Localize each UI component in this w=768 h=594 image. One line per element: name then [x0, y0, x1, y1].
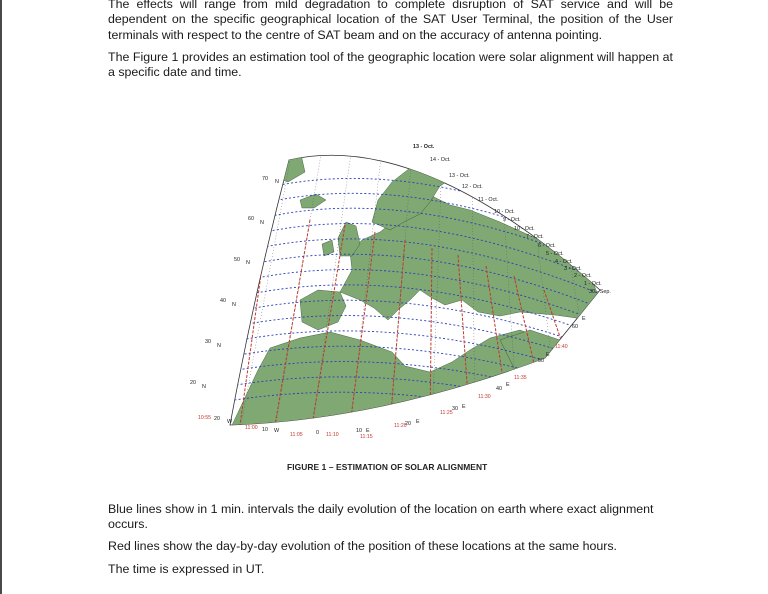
blue-lines-paragraph: Blue lines show in 1 min. intervals the daily evolution of the location on earth where exact alignment occurs. — [108, 502, 654, 532]
date-label: 30 - Sep. — [589, 289, 611, 295]
date-label: 2 - Oct. — [574, 273, 592, 279]
intro-paragraph: The effects will range from mild degradation to complete disruption of SAT service and will be dependent on the specific geographical location of the SAT User Terminal, the position of the User terminals with respect to the centre of SAT beam and on the accuracy of antenna pointing. — [108, 0, 673, 42]
date-label: 4 - Oct. — [555, 259, 573, 265]
lat-label-70: 70 — [262, 176, 268, 182]
lon-label: 0 — [316, 430, 319, 436]
lon-dir: W — [274, 428, 280, 434]
time-label: 11:15 — [360, 434, 373, 440]
lon-label: 60 — [572, 324, 578, 330]
lon-label: 30 — [452, 406, 458, 412]
date-label: 11 - Oct. — [478, 197, 499, 203]
date-label: 14 - Oct. — [430, 157, 451, 163]
lat-suffix: N — [260, 220, 264, 226]
lon-dir: E — [582, 316, 586, 322]
time-label: 11:25 — [440, 410, 453, 416]
lon-dir: E — [416, 419, 420, 425]
lon-dir: E — [546, 352, 550, 358]
lon-label: 50 — [538, 358, 544, 364]
lon-label: 10 — [262, 427, 268, 433]
time-label: 11:00 — [245, 425, 258, 431]
date-label: 13 - Oct. — [449, 173, 470, 179]
lon-label: 40 — [496, 386, 502, 392]
lat-suffix: N — [246, 260, 250, 266]
date-label: 5 - Oct. — [546, 251, 564, 257]
lat-suffix: N — [217, 343, 221, 349]
lon-label: 10 — [356, 428, 362, 434]
lat-label-50: 50 — [234, 257, 240, 263]
figure-reference-paragraph: The Figure 1 provides an estimation tool of the geographic location were solar alignment will happen at a specific date and time. — [108, 50, 673, 80]
time-label: 11:20 — [394, 423, 407, 429]
time-label: 11:40 — [555, 344, 568, 350]
time-label: 10:55 — [198, 415, 211, 421]
date-label: 3 - Oct. — [564, 266, 582, 272]
time-label: 11:35 — [514, 375, 527, 381]
lon-dir: W — [227, 419, 233, 425]
date-label: 7 - Oct. — [526, 234, 544, 240]
lon-label: 20 — [405, 421, 411, 427]
date-label: 10 - Oct. — [494, 209, 515, 215]
lon-label: 20 — [214, 416, 220, 422]
lon-dir: E — [366, 428, 370, 434]
date-label: 6 - Oct. — [538, 243, 556, 249]
lat-label-60: 60 — [248, 216, 254, 222]
lat-label-40: 40 — [220, 298, 226, 304]
lon-dir: E — [506, 382, 510, 388]
lat-label-20: 20 — [190, 380, 196, 386]
date-label: 10 - Oct. — [514, 226, 535, 232]
lat-label-30: 30 — [205, 339, 211, 345]
lat-suffix: N — [275, 179, 279, 185]
date-label: 1 - Oct. — [584, 281, 602, 287]
time-label: 11:10 — [326, 432, 339, 438]
date-label: 12 - Oct. — [462, 184, 483, 190]
lat-suffix: N — [202, 384, 206, 390]
time-label: 11:05 — [290, 432, 303, 438]
time-note-paragraph: The time is expressed in UT. — [108, 562, 265, 576]
figure-caption: FIGURE 1 – ESTIMATION OF SOLAR ALIGNMENT — [287, 462, 488, 472]
red-lines-paragraph: Red lines show the day-by-day evolution of the position of these locations at the same hours. — [108, 539, 618, 553]
lat-suffix: N — [232, 302, 236, 308]
date-label: 9 - Oct. — [503, 217, 521, 223]
date-label: 13 - Oct. — [413, 144, 435, 150]
lon-dir: E — [462, 404, 466, 410]
time-label: 11:30 — [478, 394, 491, 400]
